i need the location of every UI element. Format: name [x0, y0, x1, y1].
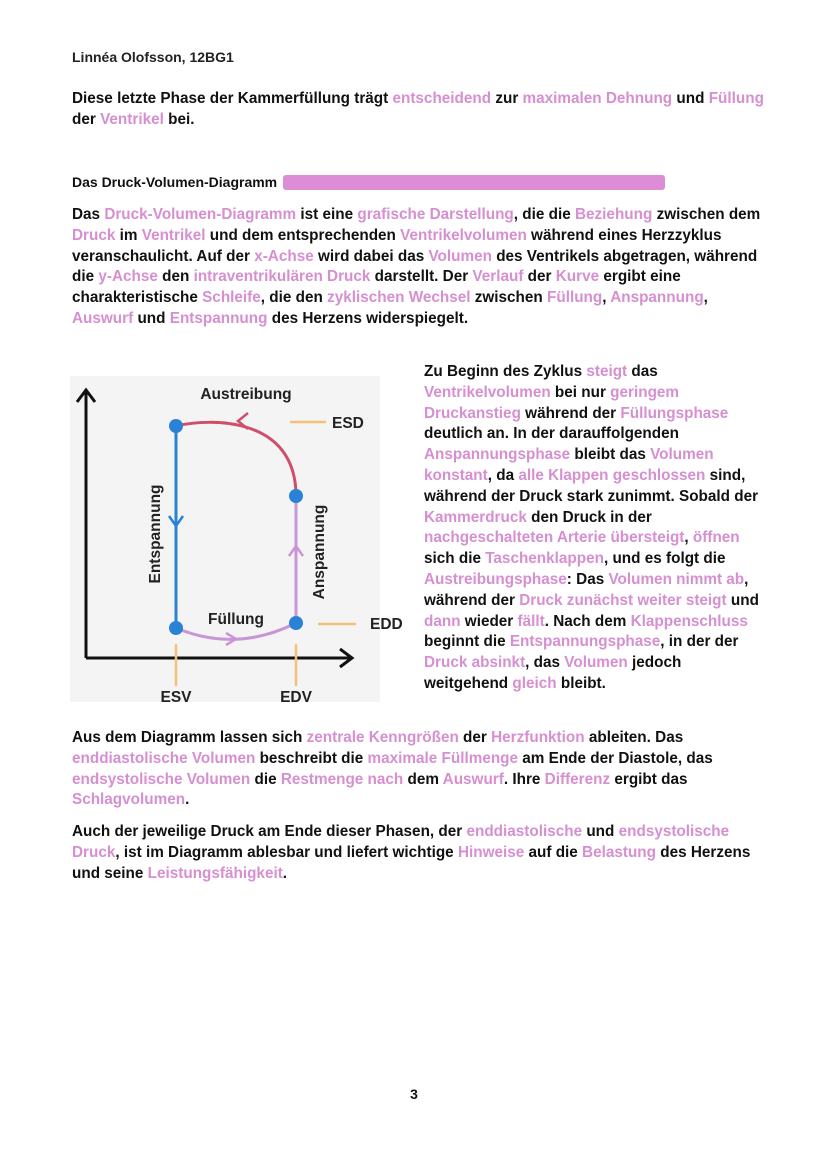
highlighted-term: Anspannungsphase — [424, 446, 571, 464]
page-number: 3 — [410, 1086, 418, 1102]
text-run: ergibt das — [610, 770, 688, 788]
point-esd — [169, 419, 183, 433]
text-run: und — [672, 90, 709, 107]
text-run: , die den — [260, 289, 328, 307]
highlighted-term: Herzfunktion — [491, 729, 585, 746]
text-run: . — [185, 791, 190, 809]
highlighted-term: Druck-Volumen-Diagramm — [104, 206, 297, 223]
label-edv: EDV — [280, 689, 312, 706]
text-run: Auch der jeweilige Druck am Ende dieser Phasen, der — [72, 823, 467, 840]
highlighted-term: enddiastolische — [466, 823, 583, 840]
highlighted-term: nachgeschalteten Arterie übersteigt — [424, 529, 685, 547]
highlighted-term: fällt — [517, 612, 545, 630]
ejection-curve — [176, 422, 296, 496]
text-run: zur — [491, 90, 523, 107]
highlighted-term: dann — [424, 612, 461, 630]
highlighted-term: Druck absinkt — [424, 654, 526, 672]
highlighted-term: Volumen — [564, 654, 628, 672]
text-run: den Druck in der — [526, 508, 652, 526]
text-run: und — [133, 309, 170, 327]
highlighted-term: Druck — [72, 226, 116, 244]
text-run: zwischen dem — [652, 206, 761, 223]
text-run: zwischen — [470, 289, 548, 307]
highlighted-term: grafische Darstellung — [357, 206, 514, 223]
text-run: der — [458, 729, 492, 746]
text-run: , in der der — [660, 633, 739, 651]
text-run: bleibt. — [556, 674, 606, 692]
highlighted-term: Füllung — [547, 289, 603, 307]
highlighted-term: intraventrikulären Druck — [193, 268, 371, 286]
intro-paragraph — [72, 89, 772, 131]
highlighted-term: Ventrikel — [100, 110, 164, 128]
cycle-description-paragraph — [424, 362, 769, 695]
highlighted-term: zyklischen Wechsel — [327, 289, 471, 307]
highlighted-term: maximalen Dehnung — [522, 90, 673, 107]
text-run: wieder — [460, 612, 518, 630]
text-run: Das — [72, 206, 105, 223]
label-esv: ESV — [160, 689, 192, 706]
text-run: Diese letzte Phase der Kammerfüllung trägt — [72, 90, 393, 107]
section-heading — [72, 174, 665, 190]
text-run: der — [72, 110, 101, 128]
text-run: sich die — [424, 550, 486, 568]
highlighted-term: Entspannung — [169, 309, 268, 327]
highlighted-term: Ventrikelvolumen — [400, 226, 527, 244]
text-run: , ist im Diagramm ablesbar und liefert wichtige — [115, 843, 458, 861]
point-aortic-opening — [289, 489, 303, 503]
point-esv — [169, 621, 183, 635]
text-run: . Nach dem — [544, 612, 631, 630]
highlighted-term: steigt — [586, 363, 628, 380]
text-run: während eines Herzzyklus veranschaulicht. Auf der — [72, 226, 722, 265]
highlighted-term: Belastung — [582, 843, 656, 861]
text-run: , — [684, 529, 693, 547]
highlighted-term: zentrale Kenngrößen — [306, 729, 459, 746]
highlighted-term: Beziehung — [574, 206, 653, 223]
text-run: im — [115, 226, 142, 244]
label-edd: EDD — [370, 616, 403, 633]
text-run: dem — [403, 770, 443, 788]
text-run: darstellt. Der — [370, 268, 473, 286]
diagram-svg — [70, 376, 408, 708]
text-run: ist eine — [296, 206, 358, 223]
text-run: ergibt eine charakteristische — [72, 268, 681, 307]
highlighted-term: Volumen konstant — [424, 446, 714, 484]
highlighted-term: Füllungsphase — [620, 404, 729, 422]
highlighted-term: Auswurf — [442, 770, 504, 788]
highlighted-term: Entspannungsphase — [509, 633, 661, 651]
highlighted-term: Restmenge nach — [280, 770, 404, 788]
text-run: die — [250, 770, 281, 788]
highlighted-term: Schlagvolumen — [72, 791, 186, 809]
highlighted-term: Differenz — [544, 770, 611, 788]
highlighted-term: Austreibungsphase — [424, 570, 567, 588]
point-edd — [289, 616, 303, 630]
text-run: . Ihre — [503, 770, 545, 788]
text-run: , und es folgt die — [603, 550, 726, 568]
text-run: und dem entsprechenden — [205, 226, 401, 244]
highlighted-term: Auswurf — [72, 309, 134, 327]
highlighted-term: alle Klappen geschlossen — [518, 466, 706, 484]
highlighted-term: Volumen — [428, 247, 492, 265]
label-anspannung: Anspannung — [311, 504, 328, 600]
text-run: den — [157, 268, 194, 286]
label-esd: ESD — [332, 415, 364, 432]
highlighted-term: gleich — [512, 674, 557, 692]
highlighted-term: Leistungsfähigkeit — [147, 864, 283, 882]
highlighted-term: Kammerdruck — [424, 508, 527, 526]
highlighted-term: Volumen nimmt ab — [608, 570, 745, 588]
text-run: . — [282, 864, 288, 882]
highlighted-term: Hinweise — [457, 843, 525, 861]
pressure-volume-diagram — [70, 376, 408, 708]
text-run: des Herzens und seine — [72, 843, 751, 882]
text-run: des Ventrikels abgetragen, während die — [72, 247, 758, 286]
text-run: des Herzens widerspiegelt. — [267, 309, 469, 327]
text-run: deutlich an. In der darauffolgenden — [424, 425, 679, 443]
text-run: beginnt die — [424, 633, 510, 651]
heading-highlight-bar — [283, 175, 665, 190]
label-entspannung: Entspannung — [147, 484, 164, 584]
text-run: bei nur — [550, 383, 611, 401]
author-line: Linnéa Olofsson, 12BG1 — [72, 49, 234, 65]
highlighted-term: y-Achse — [98, 268, 158, 286]
text-run: , während der — [424, 570, 749, 609]
highlighted-term: Taschenklappen — [485, 550, 604, 568]
text-run: beschreibt die — [255, 749, 368, 767]
highlighted-term: enddiastolische Volumen — [72, 749, 256, 767]
text-run: , da — [487, 466, 519, 484]
text-run: am Ende der Diastole, das — [518, 749, 713, 767]
text-run: , das — [525, 654, 565, 672]
text-run: : Das — [566, 570, 609, 588]
text-run: , die die — [513, 206, 575, 223]
text-run: der — [523, 268, 556, 286]
text-run: und — [582, 823, 619, 840]
highlighted-term: Druck zunächst weiter steigt — [519, 591, 727, 609]
highlighted-term: maximale Füllmenge — [367, 749, 519, 767]
label-austreibung: Austreibung — [200, 386, 292, 403]
highlighted-term: endsystolische Druck — [72, 823, 730, 861]
label-fuellung: Füllung — [208, 611, 264, 628]
highlighted-term: x-Achse — [254, 247, 314, 265]
highlighted-term: entscheidend — [392, 90, 492, 107]
text-run: und — [726, 591, 759, 609]
highlighted-term: Klappenschluss — [630, 612, 748, 630]
highlighted-term: Kurve — [555, 268, 600, 286]
highlighted-term: Schleife — [202, 289, 261, 307]
highlighted-term: geringem Druckanstieg — [424, 383, 680, 422]
highlighted-term: Ventrikelvolumen — [424, 383, 551, 401]
text-run: , — [602, 289, 611, 307]
highlighted-term: Ventrikel — [141, 226, 206, 244]
highlighted-term: öffnen — [692, 529, 740, 547]
text-run: wird dabei das — [313, 247, 429, 265]
highlighted-term: Füllung — [708, 90, 764, 107]
text-run: jedoch weitgehend — [424, 654, 682, 692]
text-run: Aus dem Diagramm lassen sich — [72, 729, 307, 746]
text-run: Zu Beginn des Zyklus — [424, 363, 587, 380]
text-run: das — [627, 363, 658, 380]
pressure-paragraph — [72, 822, 772, 884]
text-run: ableiten. Das — [584, 729, 684, 746]
text-run: bei. — [163, 110, 195, 128]
text-run: während der — [520, 404, 621, 422]
highlighted-term: endsystolische Volumen — [72, 770, 251, 788]
text-run: bleibt das — [570, 446, 651, 464]
highlighted-term: Verlauf — [472, 268, 524, 286]
parameters-paragraph — [72, 728, 772, 811]
diagram-intro-paragraph — [72, 205, 772, 330]
highlighted-term: Anspannung — [610, 289, 704, 307]
text-run: auf die — [524, 843, 583, 861]
text-run: , — [703, 289, 708, 307]
text-run: sind, während der Druck stark zunimmt. Sobald der — [424, 466, 759, 505]
section-heading-text: Das Druck-Volumen-Diagramm — [72, 174, 278, 190]
